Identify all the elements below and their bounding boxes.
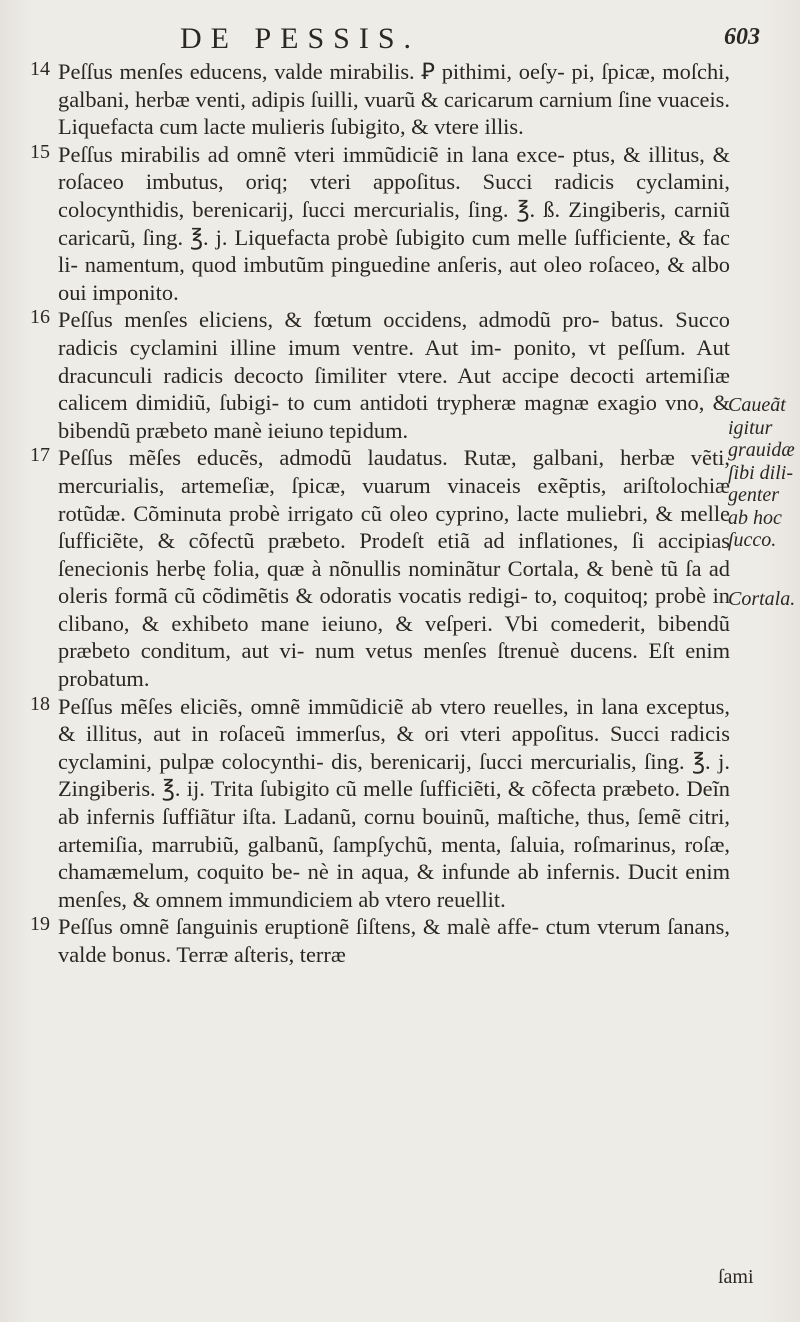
running-head <box>180 22 760 62</box>
entry-text: Peſſus mẽſes eliciẽs, omnẽ immũdiciẽ ab vtero reuelles, in lana exceptus, & illitus, aut in roſaceũ immerſus, & ori vteri appoſitus. Succi radicis cyclamini, pulpæ colocynthi- dis, berenicarij, ſucci mercurialis, ſing. ℥. j. Zingiberis. ℥. ij. Trita ſubigito cũ melle ſufficiẽti, & cõfecta præbeto. Deĩn ab infernis ſuffiãtur iſta. Ladanũ, cornu bouinũ, maſtiche, thus, ſemẽ citri, artemiſia, marrubiũ, galbanũ, ſampſychũ, menta, ſaluia, roſmarinus, roſæ, chamæmelum, coquito be- nè in aqua, & infunde ab infernis. Ducit enim menſes, & omnem immundiciem ab vtero reuellit. <box>58 693 730 912</box>
entry-number: 18 <box>30 692 50 715</box>
recipe-entry-17 <box>30 444 730 692</box>
margin-note-cortala: Cortala. <box>728 588 796 610</box>
recipe-entry-18 <box>30 693 730 914</box>
margin-note-caueat: Caueãt igitur grauidæ ſibi dili- genter ab hoc ſucco. <box>728 394 795 551</box>
entry-text: Peſſus menſes eliciens, & fœtum occidens, admodũ pro- batus. Succo radicis cyclamini illine imum ventre. Aut im- ponito, vt peſſum. Aut dracunculi radicis decocto ſimiliter vtere. Aut accipe decocti artemiſiæ calicem dimidiũ, ſubigi- to cum antidoti trypheræ magnæ exagio vno, & bibendũ præbeto manè ieiuno tepidum. <box>58 307 730 443</box>
entry-number: 17 <box>30 444 50 467</box>
entry-text: Peſſus omnẽ ſanguinis eruptionẽ ſiſtens, & malè affe- ctum vterum ſanans, valde bonus. Terræ aſteris, terræ <box>58 914 730 967</box>
page-number: 603 <box>724 24 760 50</box>
recipe-list <box>30 58 730 969</box>
entry-number: 16 <box>30 306 50 329</box>
entry-number: 14 <box>30 58 50 80</box>
catchword: ſami <box>718 1266 754 1288</box>
entry-text: Peſſus mẽſes educẽs, admodũ laudatus. Rutæ, galbani, herbæ vẽti, mercurialis, artemeſiæ, ſpicæ, vuarum vinaceis exẽptis, ariſtolochiæ rotũdæ. Cõminuta probè irrigato cũ oleo cyprino, lacte muliebri, & melle ſufficiẽte, & cõfectũ præbeto. Prodeſt etiã ad inflationes, ſi accipias ſenecionis herbę folia, quæ à nõnullis nominãtur Cortala, & benè tũ ſa ad oleris formã cũ cõdimẽtis & odoratis vocatis redigi- to, coquitoq; probè in clibano, & exhibeto mane ieiuno, & veſperi. Vbi comederit, bibendũ præbeto conditum, aut vi- num vetus menſes ſtrenuè ducens. Eſt enim probatum. <box>58 445 730 692</box>
entry-text: Peſſus mirabilis ad omnẽ vteri immũdiciẽ in lana exce- ptus, & illitus, & roſaceo imbutus, oriq; vteri appoſitus. Succi radicis cyclamini, colocynthidis, berenicarij, ſucci mercurialis, ſing. ℥. ß. Zingiberis, carniũ caricarũ, ſing. ℥. j. Liquefacta probè ſubigito cum melle ſufficiente, & fac li- namentum, quod imbutũm pinguedine anſeris, aut oleo roſaceo, & albo oui imponito. <box>58 141 730 305</box>
entry-number: 15 <box>30 140 50 163</box>
recipe-entry-19 <box>30 913 730 968</box>
entry-text: Peſſus menſes educens, valde mirabilis. Ꝑ pithimi, oeſy- pi, ſpicæ, moſchi, galbani, herbæ venti, adipis ſuilli, vuarũ & caricarum carnium ſine vuaceis. Liquefacta cum lacte mulieris ſubigito, & vtere illis. <box>58 59 730 140</box>
recipe-entry-14 <box>30 58 730 141</box>
recipe-entry-15 <box>30 141 730 307</box>
running-title: DE PESSIS. <box>180 22 421 55</box>
entry-number: 19 <box>30 913 50 936</box>
recipe-entry-16 <box>30 306 730 444</box>
